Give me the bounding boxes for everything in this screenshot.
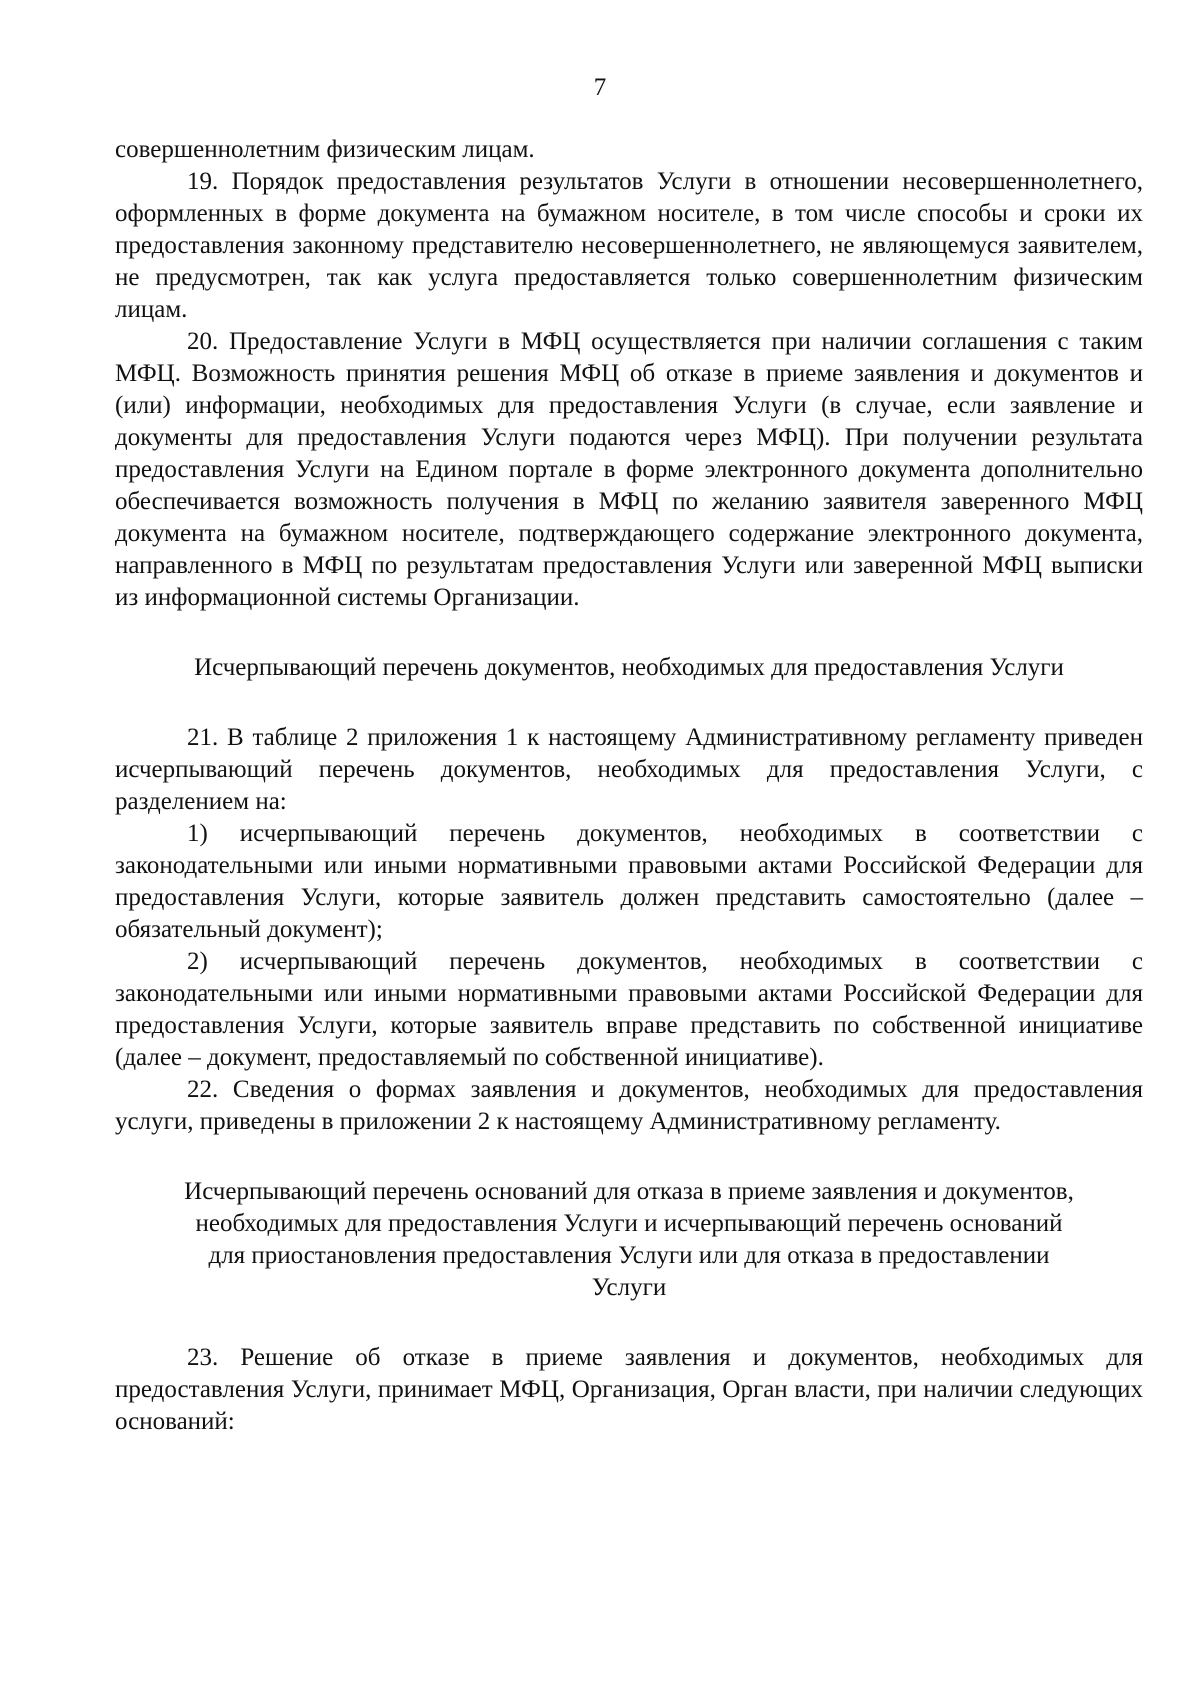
spacer (115, 684, 1143, 722)
page-number: 7 (593, 74, 607, 101)
paragraph-21-item-2: 2) исчерпывающий перечень документов, необходимых в соответствии с законодательными или иными нормативными правовыми актами Российской Федерации для предоставления Услуги, которые заявитель вправе представить по собственной инициативе (далее – документ, предоставляемый по собственной инициативе). (115, 948, 1143, 1071)
paragraph-20: 20. Предоставление Услуги в МФЦ осуществляется при наличии соглашения с таким МФЦ. Возможность принятия решения МФЦ об отказе в приеме заявления и документов и (или) информации, необходимых для предоставления Услуги (в случае, если заявление и документы для предоставления Услуги подаются через МФЦ). При получении результата предоставления Услуги на Едином портале в форме электронного документа дополнительно обеспечивается возможность получения в МФЦ по желанию заявителя заверенного МФЦ документа на бумажном носителе, подтверждающего содержание электронного документа, направленного в МФЦ по результатам предоставления Услуги или заверенной МФЦ выписки из информационной системы Организации. (115, 328, 1143, 611)
section-heading-refusal (115, 1176, 1143, 1304)
document-body (115, 134, 1143, 1438)
paragraph-continuation: совершеннолетним физическим лицам. (115, 136, 535, 163)
spacer (115, 1304, 1143, 1342)
paragraph-23: 23. Решение об отказе в приеме заявления и документов, необходимых для предоставления Услуги, принимает МФЦ, Организация, Орган власти, при наличии следующих оснований: (115, 1344, 1143, 1435)
heading-line: Услуги (591, 1274, 667, 1301)
paragraph-22: 22. Сведения о формах заявления и документов, необходимых для предоставления услуги, приведены в приложении 2 к настоящему Административному регламенту. (115, 1076, 1143, 1135)
section-heading-documents: Исчерпывающий перечень документов, необходимых для предоставления Услуги (194, 654, 1064, 681)
spacer (115, 1138, 1143, 1176)
heading-line: для приостановления предоставления Услуги или для отказа в предоставлении (208, 1242, 1050, 1269)
paragraph-21-item-1: 1) исчерпывающий перечень документов, необходимых в соответствии с законодательными или иными нормативными правовыми актами Российской Федерации для предоставления Услуги, которые заявитель должен представить самостоятельно (далее – обязательный документ); (115, 820, 1143, 943)
paragraph-19: 19. Порядок предоставления результатов Услуги в отношении несовершеннолетнего, оформленных в форме документа на бумажном носителе, в том числе способы и сроки их предоставления законному представителю несовершеннолетнего, не являющемуся заявителем, не предусмотрен, так как услуга предоставляется только совершеннолетним физическим лицам. (115, 168, 1143, 323)
heading-line: Исчерпывающий перечень оснований для отказа в приеме заявления и документов, (184, 1178, 1074, 1205)
heading-line: необходимых для предоставления Услуги и исчерпывающий перечень оснований (195, 1210, 1063, 1237)
spacer (115, 614, 1143, 652)
paragraph-21: 21. В таблице 2 приложения 1 к настоящему Административному регламенту приведен исчерпывающий перечень документов, необходимых для предоставления Услуги, с разделением на: (115, 724, 1143, 815)
